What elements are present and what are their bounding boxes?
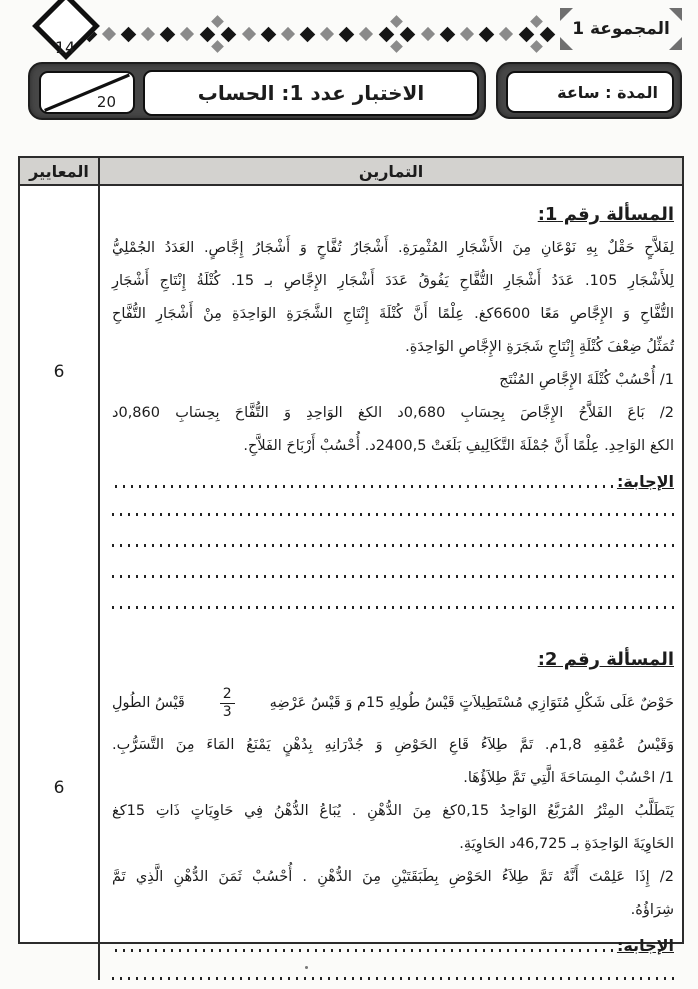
diamond-icon <box>200 27 216 43</box>
diamond-icon <box>339 26 355 42</box>
problem2-text-line: وَقَيْسُ عُمْقِهِ 1,8م. تَمَّ طِلاَءُ قَاعِ الحَوْضِ وَ جُدْرَانِهِ بِدُهْنٍ يَمْنَعُ المَاءَ مِنَ التَّسَرُّبِ. <box>112 737 674 753</box>
diamond-icon <box>221 27 237 43</box>
exercises-column <box>100 186 682 980</box>
problem1-text-line: لِلأَشْجَارِ 105. عَدَدُ أَشْجَارِ التُّفَّاحِ يَفُوقُ عَدَدَ أَشْجَارِ الإِجَّاصِ بـ 15. كُتْلَةُ إِنْتَاجِ أَشْجَارِ <box>112 273 674 289</box>
fraction-denominator: 3 <box>220 703 235 721</box>
duration-box <box>506 71 674 113</box>
diamond-icon <box>530 40 543 53</box>
exercises-column-header: التمارين <box>100 158 682 186</box>
diamond-icon <box>440 26 456 42</box>
score-box <box>39 71 135 114</box>
diamond-icon <box>519 27 535 43</box>
problem2-criteria-score: 6 <box>53 778 65 798</box>
problem2-text-line-with-fraction <box>112 677 674 729</box>
corner-mark-icon <box>669 37 682 50</box>
diamond-icon <box>499 27 513 41</box>
scan-speck <box>305 966 308 969</box>
problem1-question-2-cont: الكغ الوَاحِدِ. عِلْمًا أَنَّ جُمْلَةَ التَّكَالِيفِ بَلَغَتْ 2400,5د. أُحْسُبْ أَرْبَاحَ الفَلاَّحِ. <box>243 438 674 454</box>
criteria-column <box>20 186 100 980</box>
answer-dotted-line <box>112 485 613 488</box>
exam-title-box <box>143 70 479 116</box>
answer-dotted-line <box>112 949 613 952</box>
header-bar-left <box>28 62 486 120</box>
duration-text: المدة : ساعة <box>557 82 658 102</box>
diamond-icon <box>379 27 395 43</box>
corner-mark-icon <box>560 37 573 50</box>
problem1-criteria-score: 6 <box>53 362 65 382</box>
diamond-icon <box>300 26 316 42</box>
exam-title: الاختبار عدد 1: الحساب <box>197 81 425 105</box>
diamond-divider-ornament <box>84 16 520 52</box>
page-number: 14 <box>54 37 76 57</box>
diamond-icon <box>400 27 416 43</box>
header-bar-right <box>496 62 682 119</box>
diamond-icon <box>160 26 176 42</box>
diamond-icon <box>390 40 403 53</box>
fraction-numerator: 2 <box>222 685 232 702</box>
diamond-icon <box>359 27 373 41</box>
problem2-answer-heading <box>112 931 674 959</box>
problem2-text-line: يَتَطَلَّبُ المِتْرُ المُرَبَّعُ الوَاحِدُ 0,15كغ مِنَ الدُّهْنِ . يُبَاعُ الدُّهْنُ فِي حَاوِيَاتٍ ذَاتِ 15كغ <box>112 803 675 819</box>
diamond-icon <box>261 26 277 42</box>
diamond-cluster-ornament <box>380 17 414 51</box>
diamond-icon <box>281 27 295 41</box>
problem1-text-line: تُمَثِّلُ ضِعْفَ كُتْلَةِ إِنْتَاجِ شَجَرَةِ الإِجَّاصِ الوَاحِدَةِ. <box>405 339 674 355</box>
answer-dotted-line <box>112 575 674 578</box>
fraction-two-thirds <box>220 686 235 721</box>
problem2-text-after-fraction: قَيْسُ الطُولِ <box>112 694 185 711</box>
problem2-text-before-fraction: حَوْضٌ عَلَى شَكْلِ مُتَوَازِي مُسْتَطِيلاَتٍ قَيْسُ طُولِهِ 15م وَ قَيْسُ عَرْضِهِ <box>269 694 674 711</box>
problem1-question-2: 2/ بَاعَ الفَلاَّحُ الإِجَّاصَ بِحِسَابِ 0,680د الكغ الوَاحِدِ وَ التُّفَّاحَ بِحِسَابِ 0,860د <box>112 405 674 421</box>
diamond-icon <box>320 27 334 41</box>
problem1-text-line: التُّفَّاحِ وَ الإِجَّاصِ مَعًا 6600كغ. عِلْمًا أَنَّ كُتْلَةَ إِنْتَاجِ الشَّجَرَةِ الوَاحِدَةِ مِنْ أَشْجَارِ التُّفَّاحِ <box>112 306 674 322</box>
criteria-column-header: المعايير <box>20 158 100 186</box>
corner-mark-icon <box>669 8 682 21</box>
problem2-text-line: الحَاوِيَةَ الوَاحِدَةِ بـ 46,725د الحَاوِيَةِ. <box>459 836 674 852</box>
group-label <box>560 8 682 50</box>
diamond-icon <box>141 27 155 41</box>
answer-dotted-line <box>112 544 674 547</box>
diamond-cluster-ornament <box>520 17 554 51</box>
diamond-icon <box>421 27 435 41</box>
problem2-question-2-cont: شِرَاؤُهُ. <box>630 902 674 918</box>
diamond-icon <box>540 27 556 43</box>
problem2-title: المسألة رقم 2: <box>537 649 674 670</box>
diamond-icon <box>530 15 543 28</box>
problem1-text-line: لِفَلاَّحٍ حَقْلٌ بِهِ نَوْعَانِ مِنَ الأَشْجَارِ المُثْمِرَةِ. أَشْجَارُ تُفَّاحٍ وَ أَشْجَارُ إِجَّاصٍ. العَدَدُ الجُمْلِيُّ <box>112 240 674 256</box>
diamond-icon <box>121 26 137 42</box>
score-diagonal-line <box>41 73 133 112</box>
problem1-question-1: 1/ أُحْسُبْ كُتْلَةَ الإِجَّاصِ المُنْتَج <box>499 372 674 388</box>
diamond-icon <box>390 15 403 28</box>
answer-dotted-line <box>112 977 674 980</box>
diamond-icon <box>460 27 474 41</box>
problem2-question-1: 1/ احْسُبْ المِسَاحَةَ الَّتِي تَمَّ طِلاَؤُهَا. <box>463 770 674 786</box>
problem1-title: المسألة رقم 1: <box>537 204 674 225</box>
problem2-question-2: 2/ إِذَا عَلِمْتَ أَنَّهُ تَمَّ طِلاَءُ الحَوْضِ بِطَبَقَتَيْنِ مِنَ الدُّهْنِ . أُحْسُبْ ثَمَنَ الدُّهْنِ الَّذِي تَمَّ <box>112 869 674 885</box>
diamond-icon <box>211 40 224 53</box>
diamond-icon <box>479 26 495 42</box>
answer-label: الإجابة: <box>616 472 674 491</box>
spacer <box>112 609 674 641</box>
score-total: 20 <box>96 93 116 111</box>
diamond-icon <box>211 15 224 28</box>
answer-dotted-line <box>112 513 674 516</box>
diamond-icon <box>242 27 256 41</box>
problem1-answer-heading <box>112 467 674 495</box>
diamond-icon <box>180 27 194 41</box>
group-label-text: المجموعة 1 <box>572 19 670 39</box>
exercises-table <box>18 156 684 955</box>
answer-label: الإجابة: <box>616 936 674 955</box>
corner-mark-icon <box>560 8 573 21</box>
diamond-cluster-ornament <box>201 17 235 51</box>
